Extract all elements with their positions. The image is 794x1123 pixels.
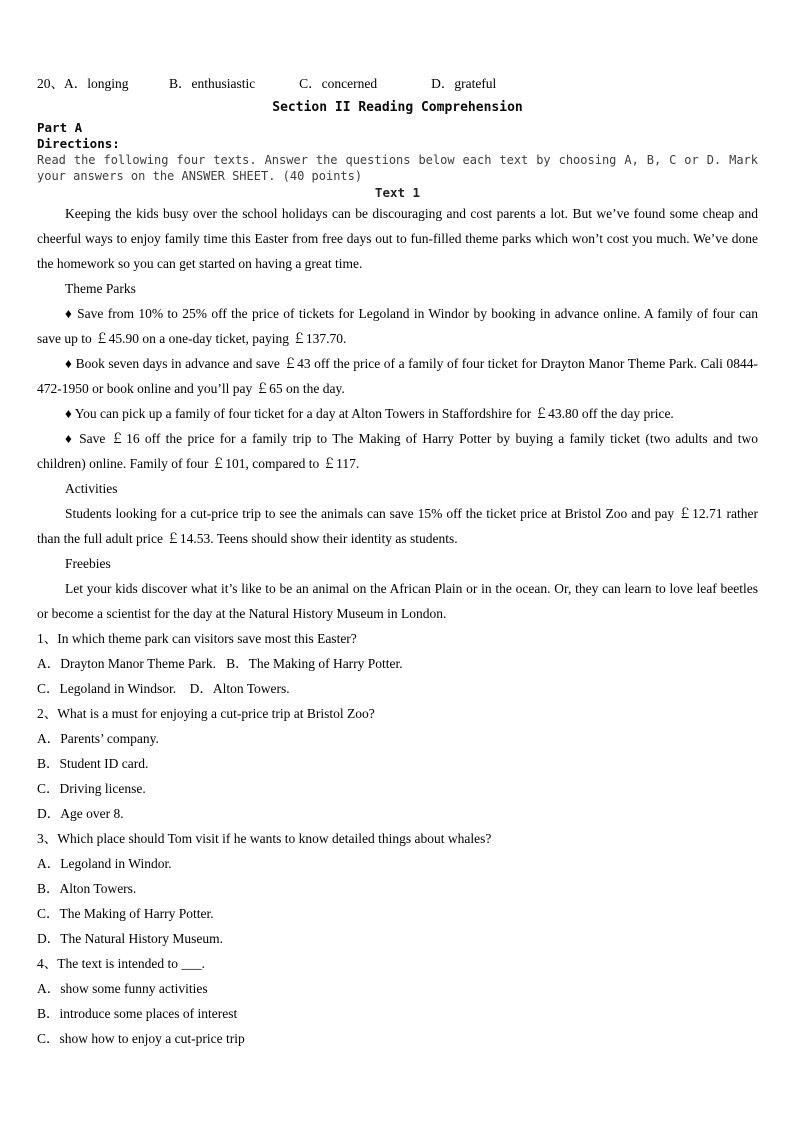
question-3: 3、Which place should Tom visit if he wants to know detailed things about whales? — [37, 831, 492, 846]
question-1-options-ab: A．Drayton Manor Theme Park. B．The Making of Harry Potter. — [37, 656, 403, 671]
question-3-option-c: C．The Making of Harry Potter. — [37, 906, 214, 921]
directions-text: Read the following four texts. Answer the questions below each text by choosing A, B, C or D. Mark your answers on the ANSWER SHEET. (40 points) — [37, 153, 758, 183]
subheading-activities: Activities — [65, 481, 118, 496]
activities-paragraph: Students looking for a cut-price trip to see the animals can save 15% off the ticket price at Bristol Zoo and pay ￡12.71 rather than the full adult price ￡14.53. Teens should show their identity as students. — [37, 506, 758, 546]
section-title: Section II Reading Comprehension — [272, 100, 523, 115]
question-3-option-a: A．Legoland in Windor. — [37, 856, 172, 871]
question-1-options-cd: C．Legoland in Windsor. D．Alton Towers. — [37, 681, 290, 696]
question-3-option-b: B．Alton Towers. — [37, 881, 137, 896]
subheading-freebies: Freebies — [65, 556, 111, 571]
question-4-option-c: C．show how to enjoy a cut-price trip — [37, 1031, 245, 1046]
freebies-paragraph: Let your kids discover what it’s like to be an animal on the African Plain or in the ocean. Or, they can learn to love leaf beetles or become a scientist for the day at the Natural History Museum in London. — [37, 581, 758, 621]
bullet-harry-potter: ♦ Save ￡16 off the price for a family trip to The Making of Harry Potter by buying a family ticket (two adults and two children) online. Family of four ￡101, compared to ￡117. — [37, 431, 758, 471]
text-1-heading: Text 1 — [374, 185, 421, 200]
question-3-option-d: D．The Natural History Museum. — [37, 931, 223, 946]
document-content — [37, 71, 758, 1051]
directions-heading: Directions: — [37, 136, 120, 151]
intro-paragraph: Keeping the kids busy over the school holidays can be discouraging and cost parents a lot. But we’ve found some cheap and cheerful ways to enjoy family time this Easter from free days out to fun-filled theme parks which won’t cost you much. We’ve done the homework so you can get started on having a great time. — [37, 206, 758, 271]
question-2-option-c: C．Driving license. — [37, 781, 146, 796]
question-2: 2、What is a must for enjoying a cut-price trip at Bristol Zoo? — [37, 706, 375, 721]
question-4: 4、The text is intended to ___. — [37, 956, 205, 971]
question-2-option-b: B．Student ID card. — [37, 756, 149, 771]
bullet-alton-towers: ♦ You can pick up a family of four ticket for a day at Alton Towers in Staffordshire for ￡43.80 off the day price. — [65, 406, 674, 421]
subheading-theme-parks: Theme Parks — [65, 281, 136, 296]
question-1: 1、In which theme park can visitors save most this Easter? — [37, 631, 357, 646]
question-2-option-a: A．Parents’ company. — [37, 731, 159, 746]
part-a-heading: Part A — [37, 120, 83, 135]
question-4-option-b: B．introduce some places of interest — [37, 1006, 238, 1021]
bullet-drayton-manor: ♦ Book seven days in advance and save ￡43 off the price of a family of four ticket for Drayton Manor Theme Park. Cali 0844-472-1950 or book online and you’ll pay ￡65 on the day. — [37, 356, 758, 396]
bullet-legoland: ♦ Save from 10% to 25% off the price of tickets for Legoland in Windor by booking in advance online. A family of four can save up to ￡45.90 on a one-day ticket, paying ￡137.70. — [37, 306, 758, 346]
question-4-option-a: A．show some funny activities — [37, 981, 208, 996]
question-2-option-d: D．Age over 8. — [37, 806, 124, 821]
question-20-options-row: 20、A．longing B．enthusiastic C．concerned D．grateful — [37, 76, 497, 91]
